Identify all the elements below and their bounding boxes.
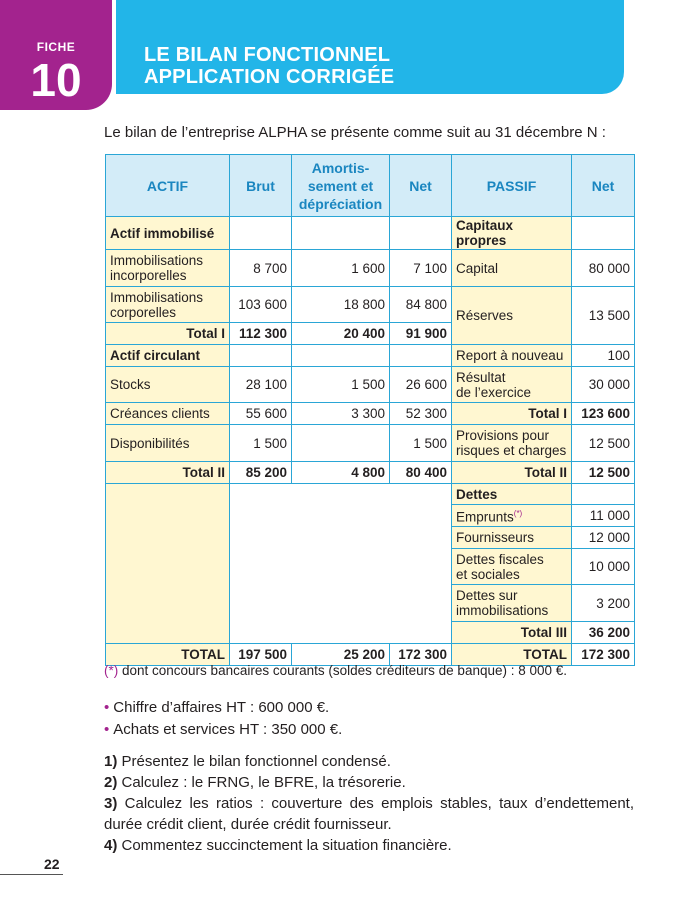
row-label: Disponibilités [106,425,230,462]
cell-value: 4 800 [292,462,390,484]
section-dettes: Dettes [452,484,572,505]
data-bullets [104,697,342,741]
questions [104,751,634,856]
cell-value: 11 000 [572,505,635,527]
cell-value: 1 600 [292,250,390,287]
question-item: 1) Présentez le bilan fonctionnel condensé. [104,753,391,770]
total-label: TOTAL [106,644,230,666]
row-label: Immobilisations corporelles [106,287,230,323]
row-label: Stocks [106,367,230,403]
table-header-row [106,155,635,217]
cell-value: 1 500 [390,425,452,462]
title-bar [116,0,624,94]
cell-value: 20 400 [292,323,390,345]
list-item: • Achats et services HT : 350 000 €. [104,721,343,738]
row-label: Provisions pour risques et charges [452,425,572,462]
footnote-mark: (*) [104,663,119,678]
cell-value: 85 200 [230,462,292,484]
cell-value: 80 400 [390,462,452,484]
total-label: TOTAL [452,644,572,666]
header-brut: Brut [230,155,292,217]
cell-value: 36 200 [572,622,635,644]
table-row [106,484,635,505]
cell-value: 91 900 [390,323,452,345]
cell-value: 100 [572,345,635,367]
table-row [106,403,635,425]
cell-value [292,425,390,462]
row-label: Réserves [452,287,572,345]
table-row [106,217,635,250]
cell-value: 84 800 [390,287,452,323]
cell-value: 52 300 [390,403,452,425]
cell-value: 55 600 [230,403,292,425]
total-label: Total II [452,462,572,484]
cell-value: 3 300 [292,403,390,425]
cell-value: 30 000 [572,367,635,403]
balance-sheet-table [105,154,635,666]
page-number: 22 [44,856,60,872]
total-label: Total I [106,323,230,345]
header-net-passif: Net [572,155,635,217]
row-label: Résultat de l’exercice [452,367,572,403]
header-actif: ACTIF [106,155,230,217]
section-actif-immobilise: Actif immobilisé [106,217,230,250]
bullet-icon: • [104,699,110,716]
section-actif-circulant: Actif circulant [106,345,230,367]
header-passif: PASSIF [452,155,572,217]
fiche-label: FICHE [36,40,76,54]
cell-value: 8 700 [230,250,292,287]
cell-value: 1 500 [292,367,390,403]
row-label: Immobilisations incorporelles [106,250,230,287]
cell-value: 112 300 [230,323,292,345]
header-amortissement: Amortis- sement et dépréciation [292,155,390,217]
table-row [106,462,635,484]
total-label: Total II [106,462,230,484]
total-label: Total I [452,403,572,425]
cell-value: 7 100 [390,250,452,287]
cell-value: 25 200 [292,644,390,666]
row-label: Emprunts(*) [452,505,572,527]
page-title-line1: LE BILAN FONCTIONNEL [144,44,391,66]
list-item: • Chiffre d’affaires HT : 600 000 €. [104,699,330,716]
question-item: 3) Calculez les ratios : couverture des emplois stables, taux d’endettement, durée crédit client, durée crédit fournisseur. [104,795,634,833]
page-title-line2: APPLICATION CORRIGÉE [144,66,395,88]
row-label: Dettes sur immobilisations [452,585,572,622]
footnote: (*) dont concours bancaires courants (soldes créditeurs de banque) : 8 000 €. [104,663,568,678]
cell-value: 3 200 [572,585,635,622]
cell-value: 103 600 [230,287,292,323]
page-number-rule [0,874,63,875]
header-net: Net [390,155,452,217]
cell-value: 172 300 [572,644,635,666]
cell-value: 123 600 [572,403,635,425]
table-row [106,345,635,367]
cell-value: 80 000 [572,250,635,287]
cell-value: 18 800 [292,287,390,323]
footnote-mark: (*) [513,509,523,519]
intro-text: Le bilan de l’entreprise ALPHA se présente comme suit au 31 décembre N : [104,124,606,141]
table-row [106,367,635,403]
bullet-icon: • [104,721,110,738]
section-capitaux-propres: Capitaux propres [452,217,572,250]
total-label: Total III [452,622,572,644]
table-row [106,287,635,323]
row-label: Capital [452,250,572,287]
row-label: Report à nouveau [452,345,572,367]
cell-value: 12 000 [572,527,635,549]
cell-value: 197 500 [230,644,292,666]
cell-value: 28 100 [230,367,292,403]
cell-value: 13 500 [572,287,635,345]
fiche-number: 10 [30,54,82,106]
cell-value: 1 500 [230,425,292,462]
question-item: 4) Commentez succinctement la situation financière. [104,837,452,854]
fiche-badge [0,0,112,110]
cell-value: 172 300 [390,644,452,666]
cell-value: 12 500 [572,425,635,462]
row-label: Dettes fiscales et sociales [452,549,572,585]
cell-value: 12 500 [572,462,635,484]
row-label: Fournisseurs [452,527,572,549]
question-item: 2) Calculez : le FRNG, le BFRE, la trésorerie. [104,774,406,791]
row-label: Créances clients [106,403,230,425]
table-row [106,250,635,287]
cell-value: 10 000 [572,549,635,585]
table-row [106,425,635,462]
cell-value: 26 600 [390,367,452,403]
